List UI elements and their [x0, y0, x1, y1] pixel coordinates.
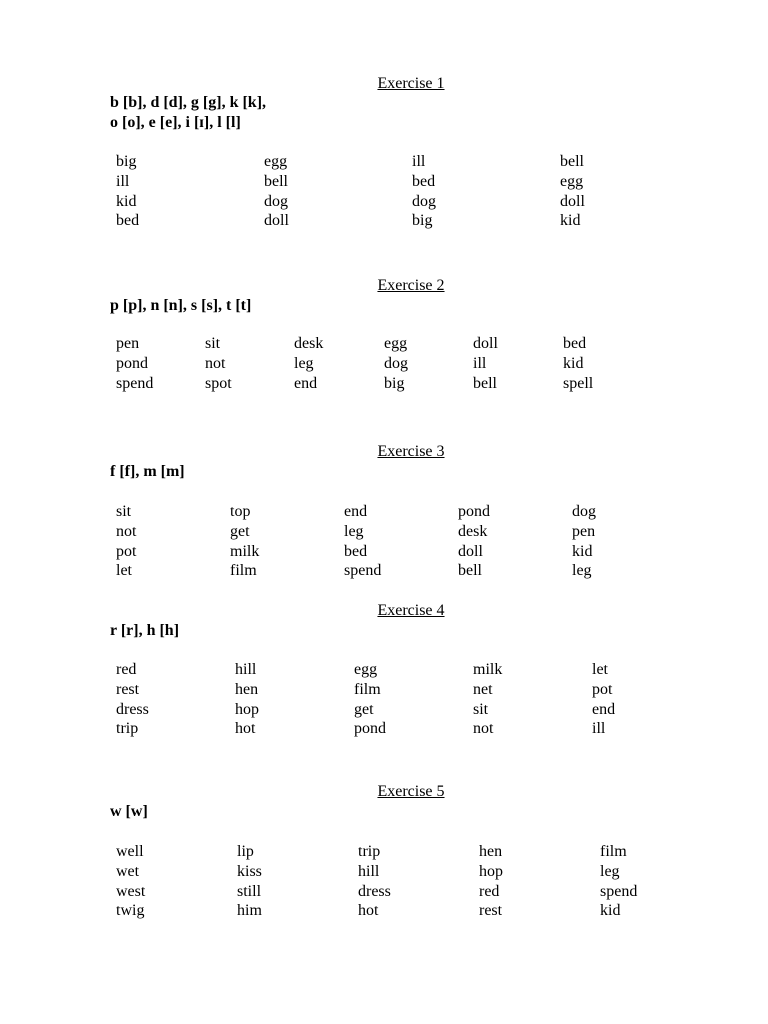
word: big: [412, 212, 433, 230]
word: kid: [116, 192, 137, 210]
word: bed: [412, 172, 436, 190]
word: him: [237, 902, 262, 920]
word-column: [237, 842, 262, 921]
word: kid: [563, 354, 584, 372]
word: pen: [572, 522, 596, 540]
word-column: [354, 660, 386, 739]
word: dress: [358, 882, 391, 900]
word-column: [473, 334, 498, 393]
exercise-title: Exercise 5: [377, 783, 445, 800]
word: bell: [458, 562, 482, 580]
word: doll: [264, 212, 289, 230]
word: dog: [384, 354, 408, 372]
word: film: [600, 843, 627, 860]
word: wet: [116, 862, 140, 880]
word: leg: [600, 862, 620, 880]
word: spend: [344, 562, 382, 580]
word: sit: [473, 700, 489, 718]
word: dress: [116, 700, 149, 718]
word: get: [230, 522, 250, 540]
word-column: [235, 660, 259, 739]
word: doll: [560, 192, 585, 210]
word: pot: [592, 680, 613, 698]
exercise-sounds: [110, 621, 179, 641]
word: leg: [294, 354, 314, 372]
word: doll: [473, 335, 498, 352]
word-column: [294, 334, 323, 393]
word-column: [560, 152, 585, 231]
word: leg: [572, 562, 592, 580]
word: let: [592, 661, 608, 678]
word: dog: [572, 503, 596, 520]
word: milk: [230, 542, 260, 560]
word: desk: [294, 335, 324, 352]
word: dog: [264, 192, 288, 210]
word-column: [600, 842, 637, 921]
sounds-line: f [f], m [m]: [110, 463, 185, 480]
word: kid: [560, 212, 581, 230]
word-column: [479, 842, 503, 921]
word: hill: [235, 661, 257, 678]
sounds-line: w [w]: [110, 803, 148, 820]
word-column: [563, 334, 593, 393]
word: egg: [560, 172, 584, 190]
word: bed: [344, 542, 368, 560]
word: ill: [473, 354, 487, 372]
word: red: [479, 882, 500, 900]
word: rest: [116, 680, 140, 698]
word: leg: [344, 522, 364, 540]
word-column: [458, 502, 490, 581]
exercise-sounds: [110, 462, 185, 482]
word: bell: [473, 374, 497, 392]
exercise-sounds: [110, 802, 148, 822]
word: kiss: [237, 862, 262, 880]
word: trip: [358, 843, 381, 860]
word: pond: [116, 354, 148, 372]
word: lip: [237, 843, 254, 860]
word: red: [116, 661, 137, 678]
exercise-title: Exercise 1: [377, 75, 445, 92]
word: ill: [592, 720, 606, 738]
sounds-line: o [o], e [e], i [ɪ], l [l]: [110, 114, 241, 131]
word: bell: [264, 172, 288, 190]
word: hop: [479, 862, 503, 880]
exercise-sounds: [110, 93, 266, 133]
word: desk: [458, 522, 488, 540]
word: doll: [458, 542, 483, 560]
word: hill: [358, 862, 380, 880]
word: well: [116, 843, 144, 860]
word: milk: [473, 661, 503, 678]
word: sit: [116, 503, 132, 520]
exercise-title: Exercise 4: [377, 602, 445, 619]
word: net: [473, 680, 493, 698]
word: egg: [354, 661, 378, 678]
word: top: [230, 503, 251, 520]
word: spend: [600, 882, 638, 900]
word-column: [116, 660, 149, 739]
word-column: [116, 842, 145, 921]
word-column: [116, 502, 136, 581]
word: ill: [412, 153, 426, 170]
word: bed: [563, 335, 587, 352]
word: film: [354, 680, 381, 698]
sounds-line: b [b], d [d], g [g], k [k],: [110, 94, 267, 111]
word: pen: [116, 335, 140, 352]
word: end: [592, 700, 616, 718]
word: end: [294, 374, 318, 392]
word: ill: [116, 172, 130, 190]
word: spell: [563, 374, 594, 392]
word: big: [116, 153, 137, 170]
word: twig: [116, 902, 145, 920]
word: let: [116, 562, 132, 580]
word-column: [344, 502, 381, 581]
word: kid: [572, 542, 593, 560]
word: bed: [116, 212, 140, 230]
word-column: [264, 152, 289, 231]
word-column: [358, 842, 391, 921]
word: hop: [235, 700, 259, 718]
word: egg: [384, 335, 408, 352]
word: pond: [354, 720, 386, 738]
word: get: [354, 700, 374, 718]
word: dog: [412, 192, 436, 210]
word-column: [230, 502, 259, 581]
word: kid: [600, 902, 621, 920]
exercise-title: Exercise 2: [377, 277, 445, 294]
word: sit: [205, 335, 221, 352]
word: egg: [264, 153, 288, 170]
word: not: [116, 522, 137, 540]
word-column: [473, 660, 502, 739]
word: pond: [458, 503, 490, 520]
word-column: [384, 334, 408, 393]
sounds-line: p [p], n [n], s [s], t [t]: [110, 297, 252, 314]
word: end: [344, 503, 368, 520]
word: film: [230, 562, 257, 580]
sounds-line: r [r], h [h]: [110, 622, 180, 639]
word: hen: [235, 680, 259, 698]
word: not: [473, 720, 494, 738]
word-column: [592, 660, 615, 739]
word: hen: [479, 843, 503, 860]
word: pot: [116, 542, 137, 560]
word-column: [116, 334, 153, 393]
word: west: [116, 882, 146, 900]
word: still: [237, 882, 262, 900]
word: rest: [479, 902, 503, 920]
word-column: [205, 334, 232, 393]
word: hot: [235, 720, 256, 738]
exercise-title: Exercise 3: [377, 443, 445, 460]
word: hot: [358, 902, 379, 920]
word-column: [116, 152, 139, 231]
word-column: [412, 152, 436, 231]
word: bell: [560, 153, 584, 170]
word: big: [384, 374, 405, 392]
word: not: [205, 354, 226, 372]
word: spend: [116, 374, 154, 392]
word: trip: [116, 720, 139, 738]
word: spot: [205, 374, 232, 392]
exercise-sounds: [110, 296, 251, 316]
word-column: [572, 502, 596, 581]
